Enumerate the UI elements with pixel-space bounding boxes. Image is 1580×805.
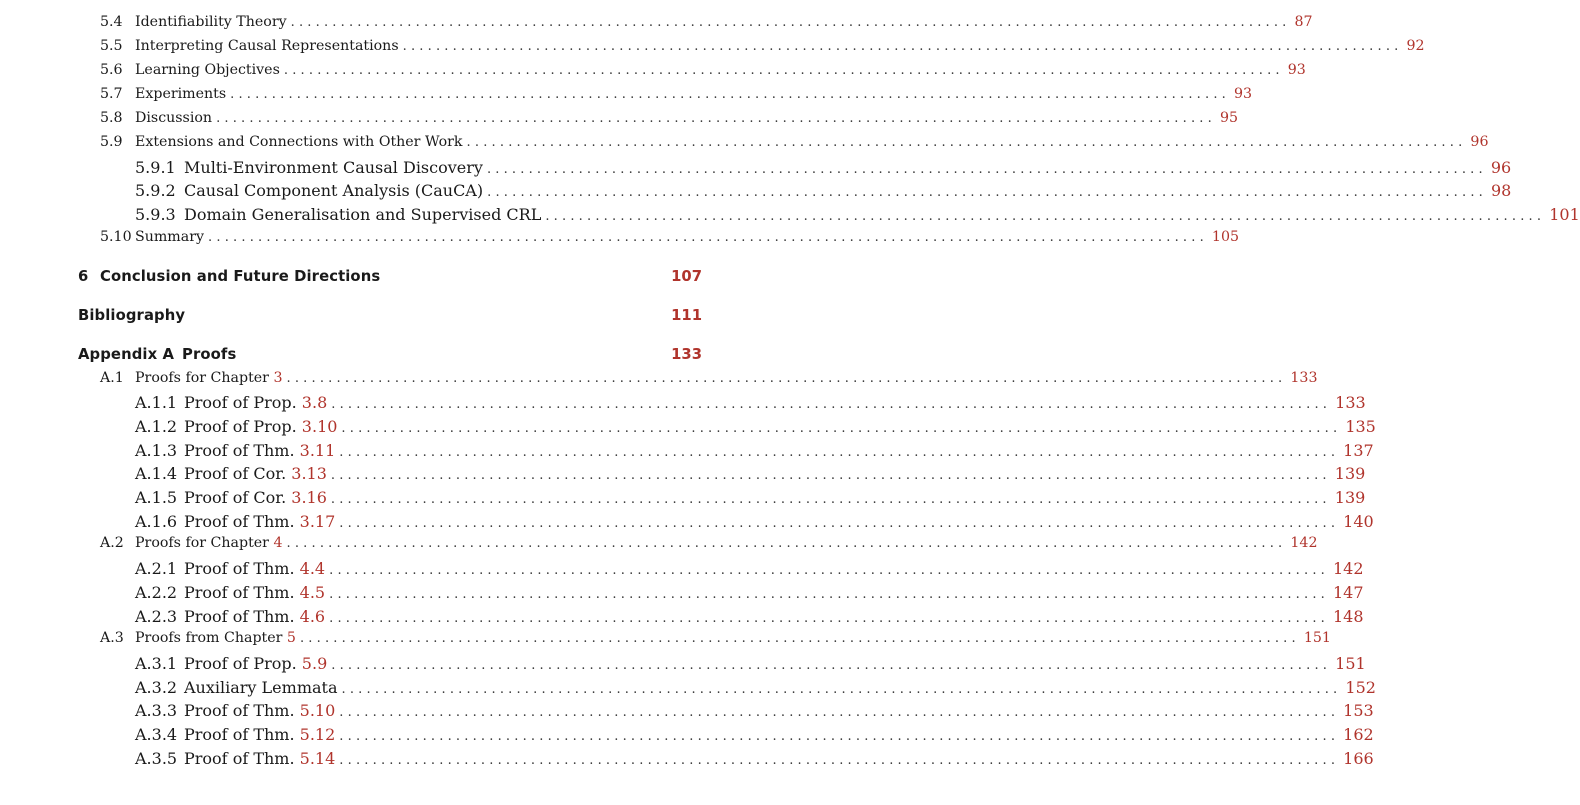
- toc-page-number-link[interactable]: 162: [1343, 725, 1374, 744]
- toc-entry-title-text: Learning Objectives: [135, 62, 280, 78]
- toc-entry-number: A.2.2: [135, 583, 178, 602]
- toc-subsection-entry[interactable]: [135, 725, 1374, 747]
- toc-entry-title-text: Proof of Cor.: [184, 464, 292, 483]
- toc-subsection-entry[interactable]: [135, 749, 1374, 771]
- toc-entry-number: A.1.3: [135, 441, 178, 460]
- toc-dot-leader: ........................................................................................................................: [331, 397, 1332, 412]
- toc-page-number-link[interactable]: 137: [1343, 441, 1374, 460]
- toc-entry-title: [182, 346, 236, 363]
- toc-entry-title: [184, 181, 483, 200]
- toc-entry-number: 5.9.2: [135, 181, 176, 200]
- toc-chapter-entry[interactable]: [78, 307, 702, 329]
- toc-cross-reference-link[interactable]: 4.4: [299, 559, 326, 578]
- toc-dot-leader: ........................................................................................................................: [402, 39, 1403, 54]
- toc-entry-title: [184, 701, 335, 720]
- toc-cross-reference-link[interactable]: 5.12: [299, 725, 336, 744]
- toc-entry-title-text: Auxiliary Lemmata: [184, 678, 338, 697]
- toc-cross-reference-link[interactable]: 3: [273, 370, 283, 386]
- toc-chapter-entry[interactable]: [78, 268, 702, 290]
- toc-page-number-link[interactable]: 111: [671, 307, 702, 324]
- toc-entry-title: [184, 441, 335, 460]
- toc-entry-title-text: Proof of Thm.: [184, 607, 300, 626]
- toc-entry-number: 5.4: [100, 14, 123, 30]
- toc-page-number-link[interactable]: 95: [1219, 110, 1239, 126]
- toc-dot-leader: ........................................................................................................................: [330, 492, 1331, 507]
- toc-cross-reference-link[interactable]: 5.9: [301, 654, 328, 673]
- toc-subsection-entry[interactable]: [135, 417, 1376, 439]
- toc-entry-number: 5.10: [100, 229, 132, 245]
- toc-page-number-link[interactable]: 133: [1290, 370, 1318, 386]
- toc-entry-number: A.1.4: [135, 464, 178, 483]
- toc-entry-title-text: Interpreting Causal Representations: [135, 38, 399, 54]
- toc-section-entry[interactable]: [100, 229, 1240, 251]
- toc-entry-number: A.3: [100, 630, 124, 646]
- toc-dot-leader: ........................................................................................................................: [286, 371, 1287, 386]
- toc-dot-leader: ........................................................................................................................: [208, 230, 1208, 245]
- toc-subsection-entry[interactable]: [135, 488, 1366, 510]
- toc-entry-title: [135, 14, 287, 30]
- toc-entry-title-text: Proof of Thm.: [184, 725, 300, 744]
- toc-dot-leader: ........................................................................................................................: [341, 682, 1342, 697]
- toc-entry-title: [184, 725, 335, 744]
- toc-cross-reference-link[interactable]: 3.17: [299, 512, 336, 531]
- toc-entry-number: A.3.5: [135, 749, 178, 768]
- toc-entry-number: A.2.3: [135, 607, 178, 626]
- toc-page-number-link[interactable]: 96: [1470, 134, 1489, 150]
- toc-entry-number: A.2: [100, 535, 124, 551]
- toc-cross-reference-link[interactable]: 3.8: [301, 393, 328, 412]
- toc-entry-title-text: Proof of Thm.: [184, 701, 300, 720]
- toc-cross-reference-link[interactable]: 5.10: [299, 701, 336, 720]
- toc-section-entry[interactable]: [100, 630, 1331, 652]
- toc-page-number-link[interactable]: 139: [1334, 464, 1366, 483]
- toc-page-number-link[interactable]: 105: [1211, 229, 1240, 245]
- toc-entry-title-text: Proof of Thm.: [184, 583, 300, 602]
- toc-entry-title: [184, 393, 327, 412]
- toc-dot-leader: ........................................................................................................................: [339, 753, 1340, 768]
- toc-page-number-link[interactable]: 140: [1343, 512, 1374, 531]
- toc-subsection-entry[interactable]: [135, 512, 1374, 534]
- toc-entry-title-text: Proofs from Chapter: [135, 630, 287, 646]
- toc-entry-title-text: Identifiability Theory: [135, 14, 287, 30]
- toc-cross-reference-link[interactable]: 3.16: [291, 488, 327, 507]
- toc-section-entry[interactable]: [100, 38, 1425, 60]
- toc-page-number-link[interactable]: 151: [1303, 630, 1331, 646]
- toc-entry-title-text: Proof of Prop.: [184, 393, 302, 412]
- toc-section-entry[interactable]: [100, 110, 1239, 132]
- toc-entry-title-text: Causal Component Analysis (CauCA): [184, 181, 484, 200]
- toc-entry-number: 5.9: [100, 134, 123, 150]
- toc-entry-title-text: Proof of Prop.: [184, 654, 302, 673]
- toc-entry-title: [184, 749, 335, 768]
- toc-entry-title-text: Extensions and Connections with Other Work: [135, 134, 463, 150]
- toc-entry-number: A.1: [100, 370, 124, 386]
- toc-dot-leader: ........................................................................................................................: [230, 87, 1231, 102]
- toc-dot-leader: ........................................................................................................................: [466, 135, 1467, 150]
- toc-page-number-link[interactable]: 96: [1490, 158, 1512, 177]
- toc-entry-title: [135, 110, 212, 126]
- toc-section-entry[interactable]: [100, 535, 1318, 557]
- toc-entry-title: [135, 86, 226, 102]
- toc-cross-reference-link[interactable]: 4: [273, 535, 283, 551]
- toc-dot-leader: ........................................................................................................................: [339, 445, 1340, 460]
- toc-subsection-entry[interactable]: [135, 654, 1366, 676]
- toc-entry-title: [184, 158, 483, 177]
- toc-chapter-entry[interactable]: [78, 346, 702, 368]
- toc-entry-title-text: Proof of Prop.: [184, 417, 302, 436]
- toc-entry-number: A.3.4: [135, 725, 178, 744]
- toc-entry-title-text: Proofs for Chapter: [135, 370, 274, 386]
- toc-entry-number: 5.9.1: [135, 158, 176, 177]
- toc-entry-title-text: Summary: [135, 229, 205, 245]
- toc-dot-leader: ........................................................................................................................: [341, 421, 1342, 436]
- toc-dot-leader: ........................................................................................................................: [486, 162, 1487, 177]
- toc-entry-title-text: Conclusion and Future Directions: [100, 268, 381, 285]
- toc-entry-number: A.1.2: [135, 417, 178, 436]
- toc-page-number-link[interactable]: 147: [1333, 583, 1364, 602]
- toc-entry-title: [135, 370, 283, 386]
- toc-entry-number: 5.7: [100, 86, 123, 102]
- toc-page-number-link[interactable]: 93: [1234, 86, 1253, 102]
- toc-subsection-entry[interactable]: [135, 205, 1580, 227]
- toc-entry-title: [100, 268, 380, 285]
- toc-page-number-link[interactable]: 133: [671, 346, 702, 363]
- toc-dot-leader: ........................................................................................................................: [329, 563, 1329, 578]
- toc-entry-number: A.1.5: [135, 488, 178, 507]
- toc-entry-title-text: Proofs for Chapter: [135, 535, 274, 551]
- toc-dot-leader: ........................................................................................................................: [299, 631, 1300, 646]
- toc-page-number-link[interactable]: 98: [1491, 181, 1512, 200]
- toc-page-number-link[interactable]: 142: [1333, 559, 1364, 578]
- toc-page-number-link[interactable]: 93: [1287, 62, 1306, 78]
- toc-entry-number: A.3.1: [135, 654, 178, 673]
- toc-cross-reference-link[interactable]: 4.6: [299, 607, 326, 626]
- toc-page-number-link[interactable]: 148: [1333, 607, 1364, 626]
- toc-entry-title-text: Domain Generalisation and Supervised CRL: [184, 205, 542, 224]
- toc-page-number-link[interactable]: 153: [1343, 701, 1374, 720]
- toc-dot-leader: ........................................................................................................................: [286, 536, 1287, 551]
- toc-entry-number: 5.6: [100, 62, 123, 78]
- toc-page-number-link[interactable]: 133: [1335, 393, 1366, 412]
- toc-entry-number: 6: [78, 268, 89, 285]
- toc-entry-title: [135, 62, 280, 78]
- toc-entry-title-text: Discussion: [135, 110, 213, 126]
- toc-entry-title: [184, 559, 325, 578]
- toc-cross-reference-link[interactable]: 3.11: [299, 441, 336, 460]
- toc-page-number-link[interactable]: 101: [1549, 205, 1580, 224]
- toc-subsection-entry[interactable]: [135, 464, 1366, 486]
- toc-page-number-link[interactable]: 87: [1294, 14, 1313, 30]
- toc-dot-leader: ........................................................................................................................: [330, 468, 1331, 483]
- toc-subsection-entry[interactable]: [135, 158, 1512, 180]
- toc-section-entry[interactable]: [100, 62, 1306, 84]
- toc-entry-title-text: Proof of Thm.: [184, 441, 300, 460]
- toc-cross-reference-link[interactable]: 4.5: [299, 583, 326, 602]
- toc-entry-title: [184, 488, 327, 507]
- toc-page-number-link[interactable]: 152: [1345, 678, 1376, 697]
- toc-cross-reference-link[interactable]: 3.10: [301, 417, 338, 436]
- toc-entry-title: [135, 229, 204, 245]
- toc-dot-leader: ........................................................................................................................: [329, 611, 1329, 626]
- toc-entry-title: [184, 512, 335, 531]
- toc-entry-title: [135, 134, 463, 150]
- toc-page-number-link[interactable]: 151: [1335, 654, 1366, 673]
- toc-entry-title: [184, 417, 337, 436]
- toc-entry-number: 5.9.3: [135, 205, 176, 224]
- toc-entry-title: [184, 583, 325, 602]
- toc-section-entry[interactable]: [100, 14, 1313, 36]
- toc-subsection-entry[interactable]: [135, 441, 1374, 463]
- toc-entry-title: [184, 607, 325, 626]
- toc-page-number-link[interactable]: 107: [671, 268, 702, 285]
- toc-entry-title-text: Multi-Environment Causal Discovery: [184, 158, 483, 177]
- toc-entry-number: 5.5: [100, 38, 123, 54]
- toc-section-entry[interactable]: [100, 370, 1318, 392]
- toc-page-number-link[interactable]: 92: [1406, 38, 1425, 54]
- toc-entry-title: [184, 654, 327, 673]
- toc-dot-leader: ........................................................................................................................: [283, 63, 1284, 78]
- toc-cross-reference-link[interactable]: 5.14: [299, 749, 336, 768]
- toc-entry-title: [78, 307, 185, 324]
- toc-dot-leader: ........................................................................................................................: [339, 705, 1340, 720]
- toc-dot-leader: ........................................................................................................................: [331, 658, 1332, 673]
- toc-entry-title: [135, 535, 283, 551]
- toc-dot-leader: ........................................................................................................................: [329, 587, 1329, 602]
- toc-entry-title-text: Proof of Cor.: [184, 488, 292, 507]
- toc-subsection-entry[interactable]: [135, 701, 1374, 723]
- toc-entry-number: A.1.1: [135, 393, 178, 412]
- toc-subsection-entry[interactable]: [135, 393, 1366, 415]
- toc-entry-title: [184, 678, 338, 697]
- toc-entry-title-text: Proof of Thm.: [184, 749, 300, 768]
- toc-dot-leader: ........................................................................................................................: [545, 209, 1546, 224]
- toc-dot-leader: ........................................................................................................................: [339, 729, 1340, 744]
- toc-subsection-entry[interactable]: [135, 583, 1364, 605]
- toc-subsection-entry[interactable]: [135, 607, 1364, 629]
- toc-dot-leader: ........................................................................................................................: [290, 15, 1291, 30]
- toc-subsection-entry[interactable]: [135, 678, 1376, 700]
- toc-entry-number: A.3.3: [135, 701, 178, 720]
- toc-entry-number: A.1.6: [135, 512, 178, 531]
- toc-subsection-entry[interactable]: [135, 181, 1512, 203]
- toc-entry-title-text: Experiments: [135, 86, 227, 102]
- toc-subsection-entry[interactable]: [135, 559, 1364, 581]
- toc-entry-number: A.3.2: [135, 678, 178, 697]
- toc-entry-title: [184, 205, 541, 224]
- toc-entry-title-text: Proofs: [182, 346, 237, 363]
- toc-page-number-link[interactable]: 166: [1343, 749, 1374, 768]
- toc-dot-leader: ........................................................................................................................: [339, 516, 1340, 531]
- toc-entry-title: [135, 630, 296, 646]
- toc-dot-leader: ........................................................................................................................: [487, 185, 1487, 200]
- toc-section-entry[interactable]: [100, 134, 1489, 156]
- toc-entry-title-text: Proof of Thm.: [184, 559, 300, 578]
- toc-entry-title-text: Bibliography: [78, 307, 186, 324]
- toc-cross-reference-link[interactable]: 5: [286, 630, 296, 646]
- toc-page-number-link[interactable]: 135: [1345, 417, 1376, 436]
- toc-page-number-link[interactable]: 142: [1290, 535, 1318, 551]
- toc-dot-leader: ........................................................................................................................: [216, 111, 1216, 126]
- toc-entry-number: A.2.1: [135, 559, 178, 578]
- toc-entry-number: 5.8: [100, 110, 123, 126]
- toc-entry-number: Appendix A: [78, 346, 175, 363]
- toc-section-entry[interactable]: [100, 86, 1253, 108]
- toc-page-number-link[interactable]: 139: [1334, 488, 1366, 507]
- toc-cross-reference-link[interactable]: 3.13: [291, 464, 327, 483]
- toc-entry-title: [135, 38, 399, 54]
- toc-entry-title-text: Proof of Thm.: [184, 512, 300, 531]
- toc-entry-title: [184, 464, 327, 483]
